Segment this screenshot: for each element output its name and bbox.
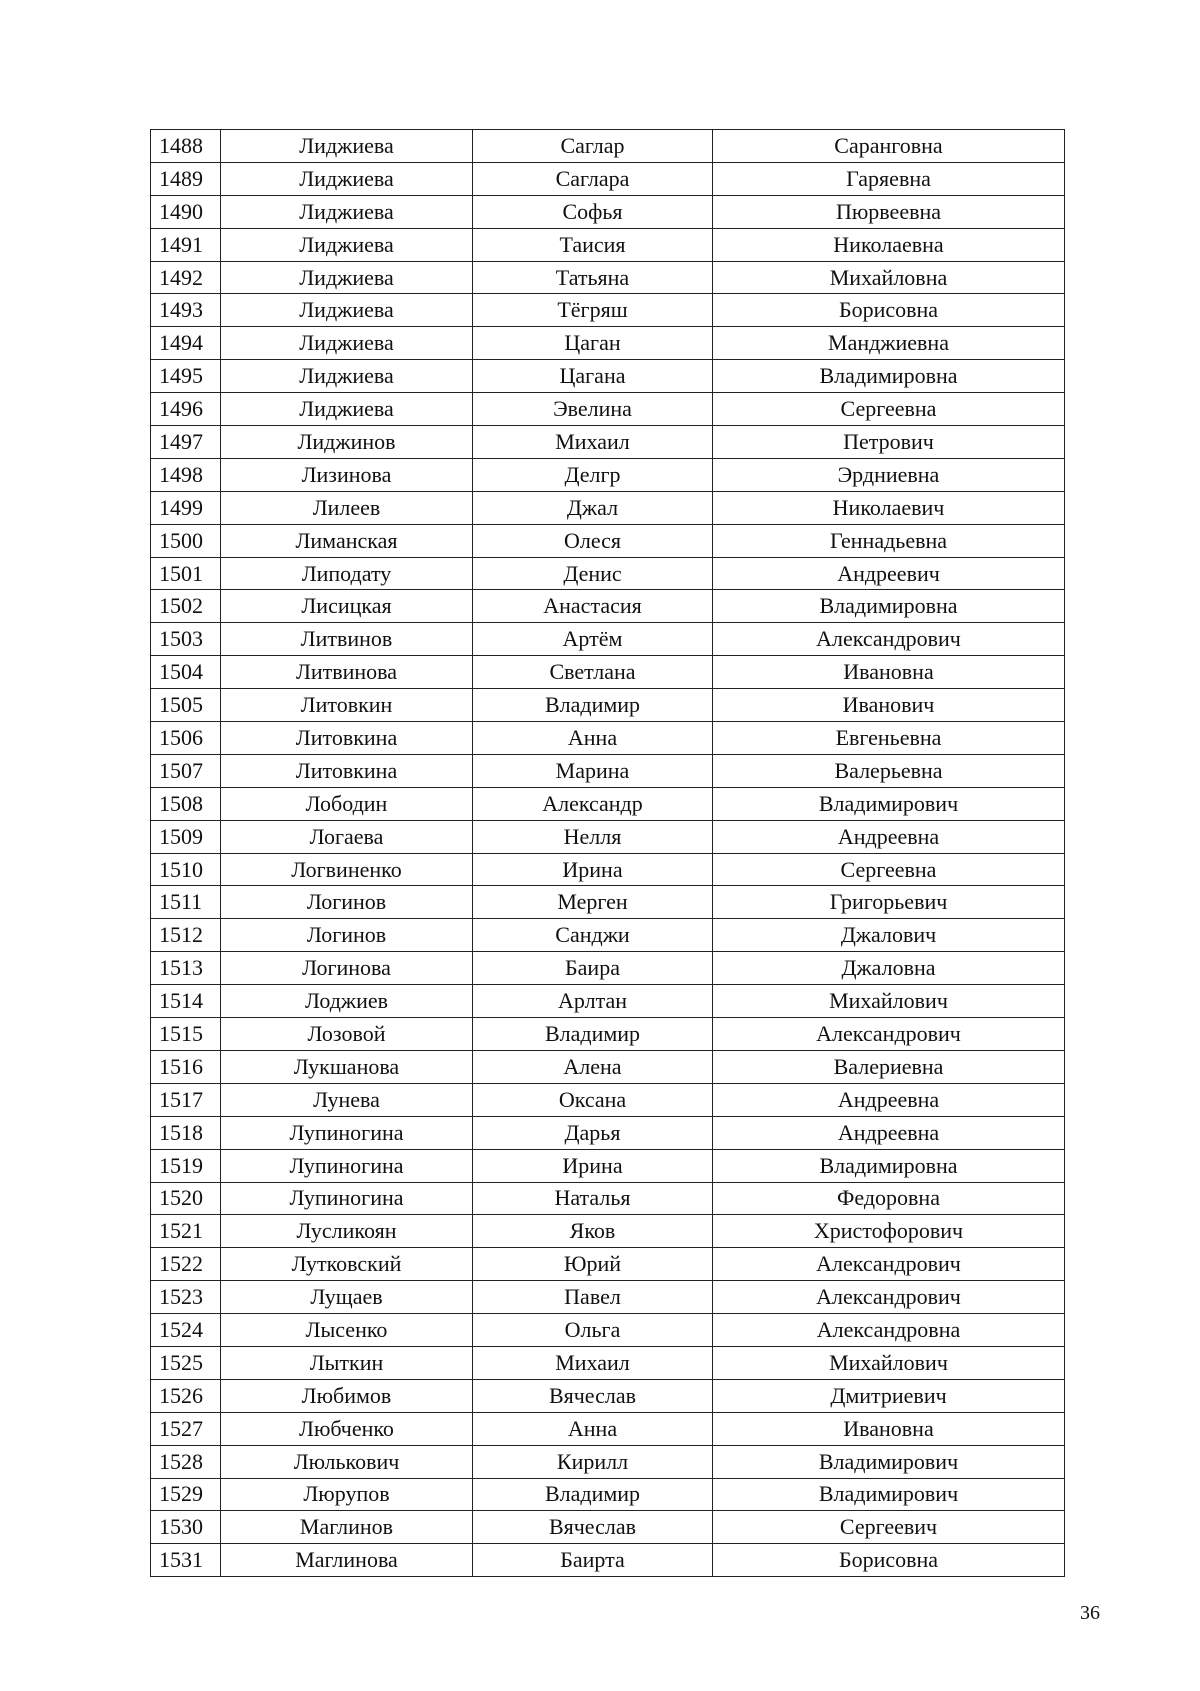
last-name-cell: Лупиногина — [221, 1116, 473, 1149]
row-number-cell: 1530 — [151, 1511, 221, 1544]
first-name-cell: Санджи — [473, 919, 713, 952]
row-number-cell: 1505 — [151, 689, 221, 722]
patronymic-cell: Иванович — [713, 689, 1065, 722]
patronymic-cell: Джалович — [713, 919, 1065, 952]
patronymic-cell: Гаряевна — [713, 162, 1065, 195]
patronymic-cell: Владимировна — [713, 590, 1065, 623]
table-row — [151, 557, 1065, 590]
row-number-cell: 1527 — [151, 1412, 221, 1445]
row-number-cell: 1495 — [151, 360, 221, 393]
row-number-cell: 1491 — [151, 228, 221, 261]
last-name-cell: Лиджиева — [221, 228, 473, 261]
first-name-cell: Олеся — [473, 524, 713, 557]
row-number-cell: 1507 — [151, 754, 221, 787]
table-row — [151, 1281, 1065, 1314]
page-number: 36 — [1080, 1602, 1100, 1624]
row-number-cell: 1529 — [151, 1478, 221, 1511]
patronymic-cell: Михайлович — [713, 985, 1065, 1018]
first-name-cell: Цаган — [473, 327, 713, 360]
last-name-cell: Логинов — [221, 919, 473, 952]
patronymic-cell: Федоровна — [713, 1182, 1065, 1215]
patronymic-cell: Пюрвеевна — [713, 195, 1065, 228]
row-number-cell: 1528 — [151, 1445, 221, 1478]
patronymic-cell: Геннадьевна — [713, 524, 1065, 557]
table-row — [151, 623, 1065, 656]
patronymic-cell: Евгеньевна — [713, 722, 1065, 755]
patronymic-cell: Михайлович — [713, 1346, 1065, 1379]
patronymic-cell: Джаловна — [713, 952, 1065, 985]
row-number-cell: 1496 — [151, 393, 221, 426]
patronymic-cell: Андреевна — [713, 1083, 1065, 1116]
patronymic-cell: Александрович — [713, 1281, 1065, 1314]
patronymic-cell: Николаевич — [713, 491, 1065, 524]
last-name-cell: Лысенко — [221, 1314, 473, 1347]
last-name-cell: Лиджиева — [221, 294, 473, 327]
table-row — [151, 722, 1065, 755]
table-row — [151, 360, 1065, 393]
patronymic-cell: Владимировна — [713, 360, 1065, 393]
row-number-cell: 1513 — [151, 952, 221, 985]
last-name-cell: Лиджиева — [221, 360, 473, 393]
patronymic-cell: Андреевна — [713, 1116, 1065, 1149]
patronymic-cell: Борисовна — [713, 1544, 1065, 1577]
table-row — [151, 886, 1065, 919]
first-name-cell: Денис — [473, 557, 713, 590]
row-number-cell: 1490 — [151, 195, 221, 228]
first-name-cell: Алена — [473, 1050, 713, 1083]
row-number-cell: 1492 — [151, 261, 221, 294]
patronymic-cell: Эрдниевна — [713, 458, 1065, 491]
table-row — [151, 1050, 1065, 1083]
first-name-cell: Джал — [473, 491, 713, 524]
patronymic-cell: Дмитриевич — [713, 1379, 1065, 1412]
last-name-cell: Лоджиев — [221, 985, 473, 1018]
row-number-cell: 1501 — [151, 557, 221, 590]
row-number-cell: 1512 — [151, 919, 221, 952]
first-name-cell: Баирта — [473, 1544, 713, 1577]
first-name-cell: Софья — [473, 195, 713, 228]
row-number-cell: 1511 — [151, 886, 221, 919]
table-row — [151, 1018, 1065, 1051]
row-number-cell: 1493 — [151, 294, 221, 327]
first-name-cell: Михаил — [473, 426, 713, 459]
row-number-cell: 1516 — [151, 1050, 221, 1083]
table-row — [151, 130, 1065, 163]
patronymic-cell: Борисовна — [713, 294, 1065, 327]
table-row — [151, 261, 1065, 294]
patronymic-cell: Михайловна — [713, 261, 1065, 294]
names-table-body — [151, 130, 1065, 1577]
table-row — [151, 787, 1065, 820]
first-name-cell: Вячеслав — [473, 1511, 713, 1544]
last-name-cell: Лободин — [221, 787, 473, 820]
patronymic-cell: Владимирович — [713, 1478, 1065, 1511]
row-number-cell: 1502 — [151, 590, 221, 623]
table-row — [151, 491, 1065, 524]
row-number-cell: 1497 — [151, 426, 221, 459]
last-name-cell: Лусликоян — [221, 1215, 473, 1248]
table-row — [151, 853, 1065, 886]
row-number-cell: 1504 — [151, 656, 221, 689]
table-row — [151, 327, 1065, 360]
patronymic-cell: Саранговна — [713, 130, 1065, 163]
table-row — [151, 1314, 1065, 1347]
first-name-cell: Александр — [473, 787, 713, 820]
last-name-cell: Лиджиева — [221, 162, 473, 195]
table-row — [151, 985, 1065, 1018]
row-number-cell: 1488 — [151, 130, 221, 163]
last-name-cell: Маглинова — [221, 1544, 473, 1577]
first-name-cell: Владимир — [473, 689, 713, 722]
table-row — [151, 590, 1065, 623]
first-name-cell: Баира — [473, 952, 713, 985]
first-name-cell: Оксана — [473, 1083, 713, 1116]
row-number-cell: 1526 — [151, 1379, 221, 1412]
last-name-cell: Литовкин — [221, 689, 473, 722]
last-name-cell: Лущаев — [221, 1281, 473, 1314]
first-name-cell: Наталья — [473, 1182, 713, 1215]
patronymic-cell: Александровна — [713, 1314, 1065, 1347]
last-name-cell: Маглинов — [221, 1511, 473, 1544]
row-number-cell: 1498 — [151, 458, 221, 491]
first-name-cell: Саглара — [473, 162, 713, 195]
names-table — [150, 129, 1065, 1577]
table-row — [151, 1116, 1065, 1149]
last-name-cell: Любимов — [221, 1379, 473, 1412]
last-name-cell: Люлькович — [221, 1445, 473, 1478]
row-number-cell: 1522 — [151, 1248, 221, 1281]
first-name-cell: Арлтан — [473, 985, 713, 1018]
last-name-cell: Лизинова — [221, 458, 473, 491]
table-row — [151, 1149, 1065, 1182]
patronymic-cell: Сергеевна — [713, 853, 1065, 886]
row-number-cell: 1510 — [151, 853, 221, 886]
last-name-cell: Литовкина — [221, 754, 473, 787]
table-row — [151, 754, 1065, 787]
first-name-cell: Ольга — [473, 1314, 713, 1347]
first-name-cell: Михаил — [473, 1346, 713, 1379]
last-name-cell: Лилеев — [221, 491, 473, 524]
first-name-cell: Эвелина — [473, 393, 713, 426]
row-number-cell: 1531 — [151, 1544, 221, 1577]
first-name-cell: Кирилл — [473, 1445, 713, 1478]
last-name-cell: Лисицкая — [221, 590, 473, 623]
last-name-cell: Люрупов — [221, 1478, 473, 1511]
table-row — [151, 1346, 1065, 1379]
table-row — [151, 656, 1065, 689]
row-number-cell: 1514 — [151, 985, 221, 1018]
first-name-cell: Марина — [473, 754, 713, 787]
last-name-cell: Лыткин — [221, 1346, 473, 1379]
first-name-cell: Татьяна — [473, 261, 713, 294]
first-name-cell: Таисия — [473, 228, 713, 261]
patronymic-cell: Григорьевич — [713, 886, 1065, 919]
row-number-cell: 1508 — [151, 787, 221, 820]
first-name-cell: Яков — [473, 1215, 713, 1248]
table-row — [151, 162, 1065, 195]
first-name-cell: Юрий — [473, 1248, 713, 1281]
table-row — [151, 426, 1065, 459]
patronymic-cell: Валериевна — [713, 1050, 1065, 1083]
first-name-cell: Ирина — [473, 1149, 713, 1182]
table-row — [151, 1511, 1065, 1544]
patronymic-cell: Александрович — [713, 1018, 1065, 1051]
last-name-cell: Лиджинов — [221, 426, 473, 459]
table-row — [151, 689, 1065, 722]
first-name-cell: Владимир — [473, 1478, 713, 1511]
table-row — [151, 195, 1065, 228]
table-row — [151, 1248, 1065, 1281]
row-number-cell: 1521 — [151, 1215, 221, 1248]
first-name-cell: Тёгряш — [473, 294, 713, 327]
first-name-cell: Дарья — [473, 1116, 713, 1149]
table-row — [151, 1544, 1065, 1577]
first-name-cell: Цагана — [473, 360, 713, 393]
first-name-cell: Артём — [473, 623, 713, 656]
last-name-cell: Лутковский — [221, 1248, 473, 1281]
row-number-cell: 1509 — [151, 820, 221, 853]
row-number-cell: 1506 — [151, 722, 221, 755]
first-name-cell: Саглар — [473, 130, 713, 163]
patronymic-cell: Александрович — [713, 623, 1065, 656]
last-name-cell: Любченко — [221, 1412, 473, 1445]
patronymic-cell: Андреевич — [713, 557, 1065, 590]
last-name-cell: Лиджиева — [221, 393, 473, 426]
table-row — [151, 952, 1065, 985]
last-name-cell: Лунева — [221, 1083, 473, 1116]
row-number-cell: 1525 — [151, 1346, 221, 1379]
last-name-cell: Лиджиева — [221, 261, 473, 294]
row-number-cell: 1518 — [151, 1116, 221, 1149]
table-row — [151, 228, 1065, 261]
first-name-cell: Владимир — [473, 1018, 713, 1051]
table-row — [151, 524, 1065, 557]
last-name-cell: Лиджиева — [221, 130, 473, 163]
row-number-cell: 1519 — [151, 1149, 221, 1182]
last-name-cell: Лиджиева — [221, 195, 473, 228]
patronymic-cell: Ивановна — [713, 1412, 1065, 1445]
table-row — [151, 1445, 1065, 1478]
first-name-cell: Вячеслав — [473, 1379, 713, 1412]
first-name-cell: Светлана — [473, 656, 713, 689]
row-number-cell: 1520 — [151, 1182, 221, 1215]
last-name-cell: Лиманская — [221, 524, 473, 557]
row-number-cell: 1524 — [151, 1314, 221, 1347]
row-number-cell: 1523 — [151, 1281, 221, 1314]
last-name-cell: Литовкина — [221, 722, 473, 755]
last-name-cell: Логинов — [221, 886, 473, 919]
table-row — [151, 919, 1065, 952]
row-number-cell: 1500 — [151, 524, 221, 557]
table-row — [151, 458, 1065, 491]
row-number-cell: 1515 — [151, 1018, 221, 1051]
last-name-cell: Лиджиева — [221, 327, 473, 360]
patronymic-cell: Владимирович — [713, 787, 1065, 820]
patronymic-cell: Николаевна — [713, 228, 1065, 261]
patronymic-cell: Владимирович — [713, 1445, 1065, 1478]
first-name-cell: Анна — [473, 1412, 713, 1445]
patronymic-cell: Петрович — [713, 426, 1065, 459]
last-name-cell: Лупиногина — [221, 1182, 473, 1215]
table-row — [151, 1083, 1065, 1116]
last-name-cell: Липодату — [221, 557, 473, 590]
patronymic-cell: Сергеевич — [713, 1511, 1065, 1544]
table-row — [151, 1215, 1065, 1248]
row-number-cell: 1499 — [151, 491, 221, 524]
last-name-cell: Логинова — [221, 952, 473, 985]
first-name-cell: Павел — [473, 1281, 713, 1314]
last-name-cell: Лупиногина — [221, 1149, 473, 1182]
first-name-cell: Мерген — [473, 886, 713, 919]
table-row — [151, 1412, 1065, 1445]
row-number-cell: 1517 — [151, 1083, 221, 1116]
row-number-cell: 1503 — [151, 623, 221, 656]
patronymic-cell: Валерьевна — [713, 754, 1065, 787]
first-name-cell: Делгр — [473, 458, 713, 491]
last-name-cell: Лукшанова — [221, 1050, 473, 1083]
patronymic-cell: Андреевна — [713, 820, 1065, 853]
table-row — [151, 393, 1065, 426]
patronymic-cell: Александрович — [713, 1248, 1065, 1281]
row-number-cell: 1489 — [151, 162, 221, 195]
table-row — [151, 820, 1065, 853]
row-number-cell: 1494 — [151, 327, 221, 360]
table-row — [151, 1379, 1065, 1412]
table-row — [151, 294, 1065, 327]
last-name-cell: Литвинов — [221, 623, 473, 656]
last-name-cell: Логаева — [221, 820, 473, 853]
patronymic-cell: Манджиевна — [713, 327, 1065, 360]
last-name-cell: Литвинова — [221, 656, 473, 689]
first-name-cell: Нелля — [473, 820, 713, 853]
patronymic-cell: Христофорович — [713, 1215, 1065, 1248]
last-name-cell: Логвиненко — [221, 853, 473, 886]
patronymic-cell: Сергеевна — [713, 393, 1065, 426]
patronymic-cell: Ивановна — [713, 656, 1065, 689]
first-name-cell: Анна — [473, 722, 713, 755]
first-name-cell: Анастасия — [473, 590, 713, 623]
table-row — [151, 1182, 1065, 1215]
table-row — [151, 1478, 1065, 1511]
first-name-cell: Ирина — [473, 853, 713, 886]
last-name-cell: Лозовой — [221, 1018, 473, 1051]
patronymic-cell: Владимировна — [713, 1149, 1065, 1182]
